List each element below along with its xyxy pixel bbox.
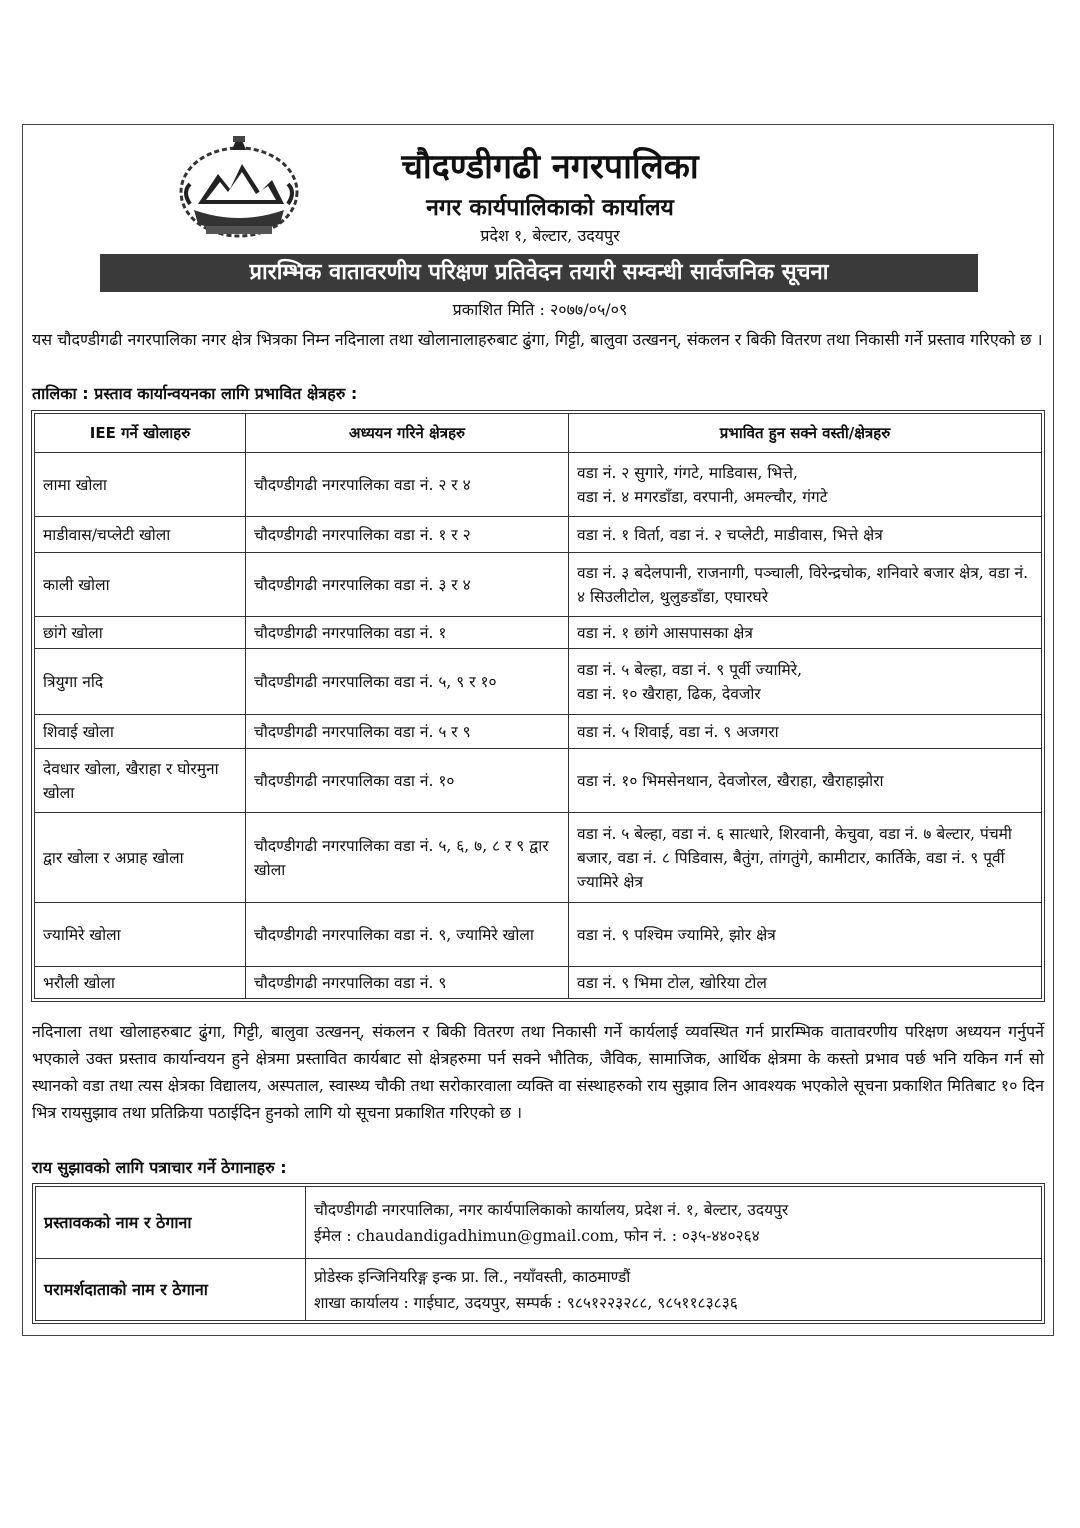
cell-study: चौदण्डीगढी नगरपालिका वडा नं. १ र २ xyxy=(246,517,569,553)
cell-affected: वडा नं. १ छांगे आसपासका क्षेत्र xyxy=(569,617,1042,649)
header-river: IEE गर्ने खोलाहरु xyxy=(35,414,246,453)
office-name: नगर कार्यपालिकाको कार्यालय xyxy=(426,195,674,221)
cell-river: काली खोला xyxy=(35,553,246,617)
table-row xyxy=(35,553,1042,617)
municipality-name: चौदण्डीगढी नगरपालिका xyxy=(401,147,699,187)
table-row xyxy=(35,453,1042,517)
cell-study: चौदण्डीगढी नगरपालिका वडा नं. ५ र ९ xyxy=(246,715,569,749)
cell-affected: वडा नं. ३ बदेलपानी, राजनागी, पञ्चाली, विरेन्द्रचोक, शनिवारे बजार क्षेत्र, वडा नं. ४ सिउलीटोल, थुलुङडाँडा, एघारघरे xyxy=(569,553,1042,617)
contact-table xyxy=(35,1186,1042,1321)
cell-river: भरौली खोला xyxy=(35,967,246,999)
cell-study: चौदण्डीगढी नगरपालिका वडा नं. ९, ज्यामिरे खोला xyxy=(246,903,569,967)
cell-affected: वडा नं. २ सुगारे, गंगटे, माडिवास, भित्ते, वडा नं. ४ मगरडाँडा, वरपानी, अमल्चौर, गंगटे xyxy=(569,453,1042,517)
cell-river: लामा खोला xyxy=(35,453,246,517)
header-affected: प्रभावित हुन सक्ने वस्ती/क्षेत्रहरु xyxy=(569,414,1042,453)
consultant-contact: शाखा कार्यालय : गाईघाट, उदयपुर, सम्पर्क : ९८५१२२३२८८, ९८५११८३८३६ xyxy=(314,1293,738,1312)
affected-areas-table xyxy=(34,413,1042,999)
intro-paragraph: यस चौदण्डीगढी नगरपालिका नगर क्षेत्र भित्रका निम्न नदिनाला तथा खोलानालाहरुबाट ढुंगा, गिट्टी, बालुवा उत्खनन्, संकलन र बिकी वितरण तथा निकासी गर्ने प्रस्ताव गरिएको छ । xyxy=(32,330,1043,349)
cell-study: चौदण्डीगढी नगरपालिका वडा नं. ३ र ४ xyxy=(246,553,569,617)
cell-affected: वडा नं. ९ भिमा टोल, खोरिया टोल xyxy=(569,967,1042,999)
notice-title-banner: प्रारम्भिक वातावरणीय परिक्षण प्रतिवेदन तयारी सम्वन्धी सार्वजनिक सूचना xyxy=(100,254,978,292)
table-header-row xyxy=(35,414,1042,453)
cell-study: चौदण्डीगढी नगरपालिका वडा नं. १ xyxy=(246,617,569,649)
consultant-details xyxy=(306,1259,1042,1321)
table-row xyxy=(35,813,1042,903)
consultant-label: परामर्शदाताको नाम र ठेगाना xyxy=(36,1259,306,1321)
cell-affected: वडा नं. ५ बेल्हा, वडा नं. ६ सात्धारे, शिरवानी, केचुवा, वडा नं. ७ बेल्टार, पंचमी बजार, वडा नं. ८ पिडिवास, बैतुंग, तांगतुंगे, कामीटार, कार्तिके, वडा नं. ९ पूर्वी ज्यामिरे क्षेत्र xyxy=(569,813,1042,903)
table-row xyxy=(35,649,1042,715)
cell-study: चौदण्डीगढी नगरपालिका वडा नं. २ र ४ xyxy=(246,453,569,517)
cell-river: देवधार खोला, खैराहा र घोरमुना खोला xyxy=(35,749,246,813)
contact-row-proposer xyxy=(36,1187,1042,1259)
cell-affected: वडा नं. १ विर्ता, वडा नं. २ चप्लेटी, माडीवास, भित्ते क्षेत्र xyxy=(569,517,1042,553)
proposer-contact: ईमेल : chaudandigadhimun@gmail.com, फोन नं. : ०३५-४४०२६४ xyxy=(314,1226,760,1245)
cell-affected: वडा नं. ५ शिवाई, वडा नं. ९ अजगरा xyxy=(569,715,1042,749)
published-date: प्रकाशित मिति : २०७७/०५/०९ xyxy=(452,300,628,319)
cell-study: चौदण्डीगढी नगरपालिका वडा नं. १० xyxy=(246,749,569,813)
proposer-details xyxy=(306,1187,1042,1259)
proposer-address: चौदण्डीगढी नगरपालिका, नगर कार्यपालिकाको कार्यालय, प्रदेश नं. १, बेल्टार, उदयपुर xyxy=(314,1200,789,1219)
cell-affected: वडा नं. ५ बेल्हा, वडा नं. ९ पूर्वी ज्यामिरे, वडा नं. १० खैराहा, ढिक, देवजोर xyxy=(569,649,1042,715)
table-caption: तालिका : प्रस्ताव कार्यान्वयनका लागि प्रभावित क्षेत्रहरु : xyxy=(32,384,358,403)
cell-study: चौदण्डीगढी नगरपालिका वडा नं. ५, ६, ७, ८ र ९ द्वार खोला xyxy=(246,813,569,903)
office-address: प्रदेश १, बेल्टार, उदयपुर xyxy=(480,226,620,245)
header-study-area: अध्ययन गरिने क्षेत्रहरु xyxy=(246,414,569,453)
cell-river: छांगे खोला xyxy=(35,617,246,649)
contact-caption: राय सुझावको लागि पत्राचार गर्ने ठेगानाहरु : xyxy=(32,1158,287,1177)
cell-study: चौदण्डीगढी नगरपालिका वडा नं. ९ xyxy=(246,967,569,999)
table-row xyxy=(35,749,1042,813)
cell-river: त्रियुगा नदि xyxy=(35,649,246,715)
consultant-address: प्रोडेस्क इन्जिनियरिङ्ग इन्क प्रा. लि., नयाँवस्ती, काठमाण्डौं xyxy=(314,1267,631,1286)
table-row xyxy=(35,517,1042,553)
cell-river: द्वार खोला र अप्राह खोला xyxy=(35,813,246,903)
table-row xyxy=(35,715,1042,749)
table-row xyxy=(35,903,1042,967)
cell-affected: वडा नं. १० भिमसेनथान, देवजोरल, खैराहा, खैराहाझोरा xyxy=(569,749,1042,813)
cell-river: ज्यामिरे खोला xyxy=(35,903,246,967)
table-row xyxy=(35,617,1042,649)
body-paragraph: नदिनाला तथा खोलाहरुबाट ढुंगा, गिट्टी, बालुवा उत्खनन्, संकलन र बिकी वितरण तथा निकासी गर्ने कार्यलाई व्यवस्थित गर्न प्रारम्भिक वातावरणीय परिक्षण अध्ययन गर्नुपर्ने भएकाले उक्त प्रस्ताव कार्यान्वयन हुने क्षेत्रमा प्रस्तावित कार्यबाट सो क्षेत्रहरुमा पर्न सक्ने भौतिक, जैविक, सामाजिक, आर्थिक क्षेत्रमा के कस्तो प्रभाव पर्छ भनि यकिन गर्न सो स्थानको वडा तथा त्यस क्षेत्रका विद्यालय, अस्पताल, स्वास्थ्य चौकी तथा सरोकारवाला व्यक्ति वा संस्थाहरुको राय सुझाव लिन आवश्यक भएकोले सूचना प्रकाशित मितिबाट १० दिन भित्र रायसुझाव तथा प्रतिक्रिया पठाईदिन हुनको लागि यो सूचना प्रकाशित गरिएको छ । xyxy=(32,1022,1044,1122)
cell-study: चौदण्डीगढी नगरपालिका वडा नं. ५, ९ र १० xyxy=(246,649,569,715)
cell-river: माडीवास/चप्लेटी खोला xyxy=(35,517,246,553)
cell-river: शिवाई खोला xyxy=(35,715,246,749)
table-row xyxy=(35,967,1042,999)
nepal-emblem-icon xyxy=(176,134,302,242)
contact-row-consultant xyxy=(36,1259,1042,1321)
cell-affected: वडा नं. ९ पश्चिम ज्यामिरे, झोर क्षेत्र xyxy=(569,903,1042,967)
proposer-label: प्रस्तावकको नाम र ठेगाना xyxy=(36,1187,306,1259)
